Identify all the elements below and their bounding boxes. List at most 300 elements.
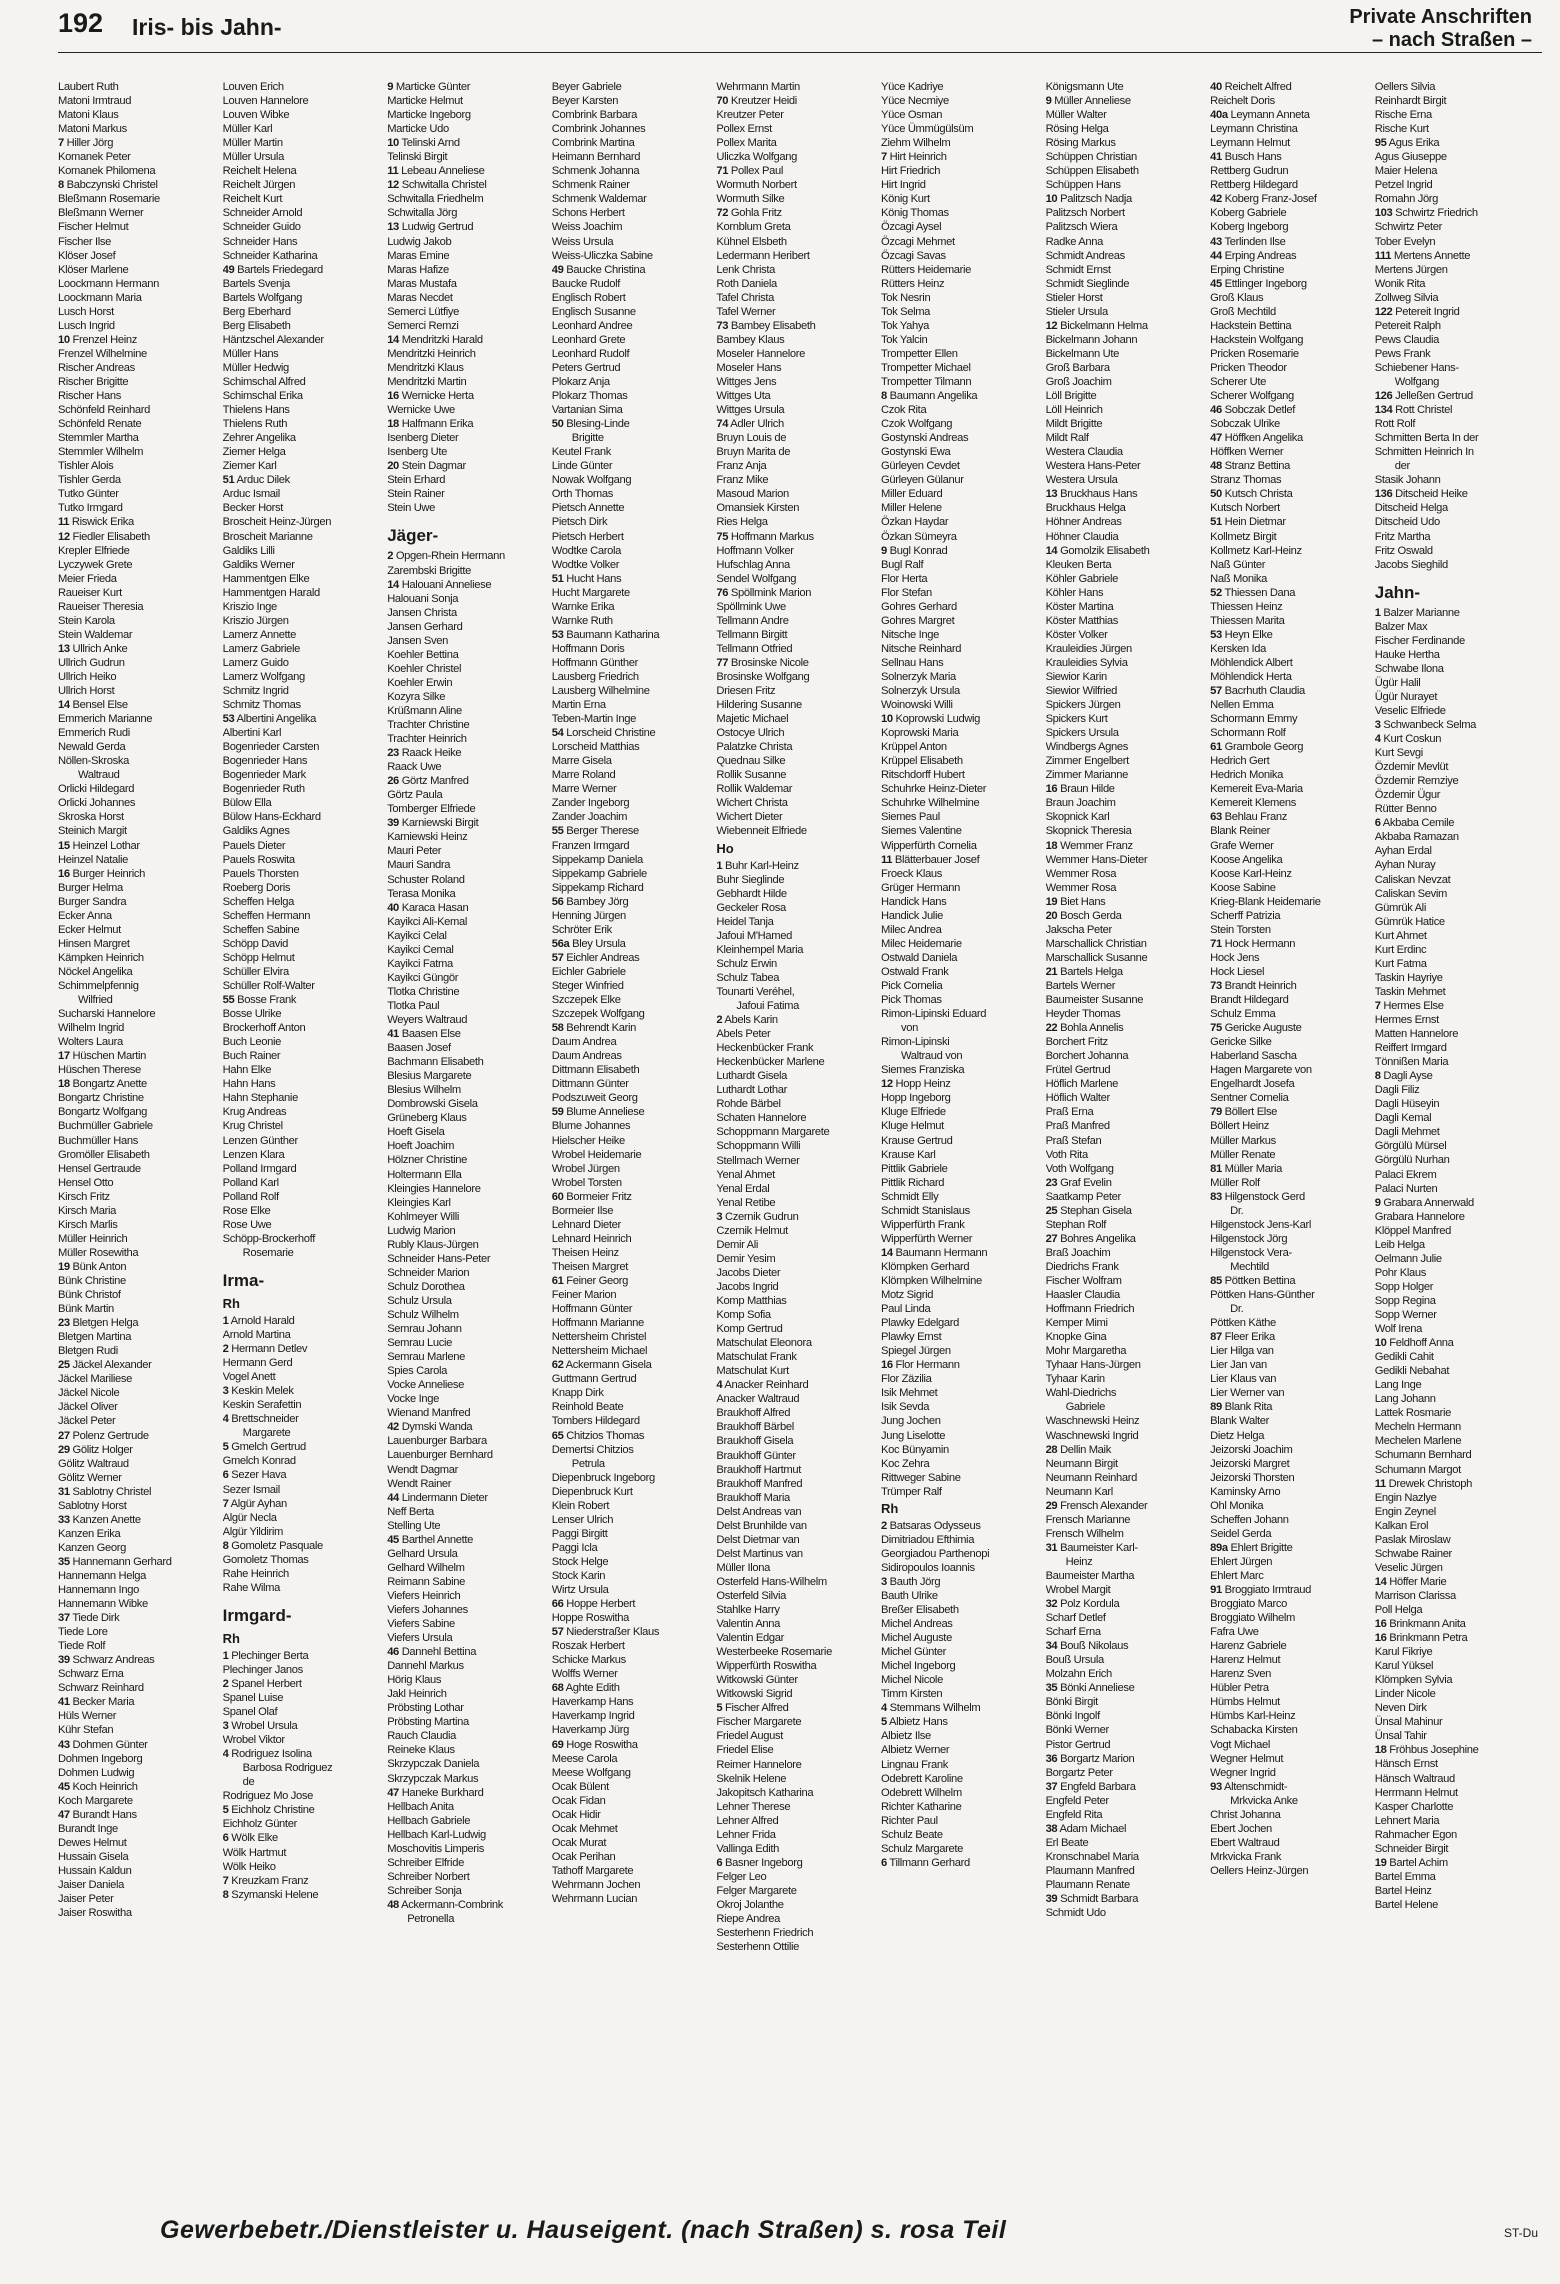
resident-name: Roth Daniela xyxy=(716,277,777,290)
resident-name: Rimon-Lipinski Eduard xyxy=(880,1008,987,1021)
directory-entry xyxy=(552,487,717,501)
directory-entry xyxy=(552,684,717,698)
resident-name: Siemes Valentine xyxy=(880,825,962,838)
directory-entry xyxy=(716,1589,881,1603)
directory-entry xyxy=(387,1027,552,1041)
resident-name: Pews Frank xyxy=(1374,347,1431,360)
resident-name: Ziemer Helga xyxy=(222,446,286,459)
directory-entry xyxy=(716,445,881,459)
house-number: 53 xyxy=(1210,628,1222,641)
resident-name: Hilgenstock Vera- xyxy=(1210,1246,1292,1259)
directory-entry xyxy=(1046,305,1211,319)
resident-name: Bartels Werner xyxy=(1045,980,1116,992)
directory-entry xyxy=(1046,1021,1211,1035)
directory-entry xyxy=(552,249,717,263)
resident-name: Schwitalla Jörg xyxy=(387,207,458,220)
house-number: 5 xyxy=(716,1702,723,1715)
resident-name: Sippekamp Richard xyxy=(551,881,644,894)
directory-entry xyxy=(552,1077,717,1091)
directory-entry xyxy=(1375,1645,1540,1659)
directory-entry xyxy=(1375,1252,1540,1266)
resident-name: Isenberg Ute xyxy=(387,446,448,459)
resident-name: Majetic Michael xyxy=(716,713,789,726)
resident-name: Stemmler Martha xyxy=(58,432,139,445)
resident-name: Wegner Ingrid xyxy=(1210,1766,1276,1779)
resident-name: Höflich Marlene xyxy=(1045,1078,1119,1091)
directory-entry xyxy=(1046,558,1211,572)
house-number: 25 xyxy=(1045,1204,1058,1217)
resident-name: Osterfeld Silvia xyxy=(716,1589,787,1602)
directory-entry xyxy=(716,1758,881,1772)
directory-entry xyxy=(1046,389,1211,403)
resident-name: Dittmann Elisabeth xyxy=(551,1064,640,1077)
directory-entry xyxy=(552,1358,717,1372)
directory-entry xyxy=(1046,1414,1211,1428)
resident-name: Lauenburger Barbara xyxy=(387,1435,487,1448)
directory-entry xyxy=(1210,1232,1375,1246)
directory-entry xyxy=(223,1119,388,1133)
directory-entry xyxy=(716,1449,881,1463)
house-number: 11 xyxy=(1374,1477,1386,1490)
directory-entry xyxy=(387,1519,552,1533)
resident-name: Hufschlag Anna xyxy=(716,558,790,571)
directory-entry xyxy=(1046,740,1211,754)
directory-entry xyxy=(223,1663,388,1677)
directory-entry xyxy=(552,951,717,965)
directory-entry xyxy=(58,1344,223,1358)
directory-entry xyxy=(1375,732,1540,746)
directory-entry xyxy=(58,80,223,94)
directory-column xyxy=(387,80,552,2200)
directory-entry xyxy=(223,740,388,754)
directory-entry xyxy=(58,431,223,445)
resident-name: Bambey Jörg xyxy=(566,895,629,908)
house-number: 45 xyxy=(387,1533,399,1546)
resident-name: Kämpken Heinrich xyxy=(58,951,144,964)
directory-entry xyxy=(881,923,1046,937)
resident-name: Schmitten Berta In der xyxy=(1374,432,1479,445)
resident-name: Ünsal Mahinur xyxy=(1374,1716,1443,1729)
resident-name: Baucke Christina xyxy=(566,263,646,276)
resident-name: Schulz Dorothea xyxy=(387,1280,465,1293)
house-number: 75 xyxy=(1210,1022,1222,1035)
house-number: 46 xyxy=(1210,404,1222,417)
resident-name: Hildering Susanne xyxy=(716,699,802,712)
directory-entry xyxy=(1210,515,1375,529)
house-number: 37 xyxy=(58,1612,70,1625)
resident-name: Häntzschel Alexander xyxy=(222,333,324,346)
directory-entry xyxy=(387,1856,552,1870)
resident-name: Siewior Karin xyxy=(1045,670,1107,683)
directory-entry xyxy=(1046,192,1211,206)
directory-entry xyxy=(881,1842,1046,1856)
resident-name: Hellbach Karl-Ludwig xyxy=(387,1828,486,1841)
directory-entry xyxy=(881,1687,1046,1701)
directory-entry xyxy=(387,1617,552,1631)
directory-entry xyxy=(58,1485,223,1499)
directory-entry xyxy=(1375,1505,1540,1519)
directory-entry xyxy=(387,220,552,234)
directory-entry xyxy=(1375,1448,1540,1462)
resident-name: Wirtz Ursula xyxy=(551,1584,609,1597)
directory-entry xyxy=(58,656,223,670)
resident-name: Hörig Klaus xyxy=(387,1674,442,1687)
resident-name: Kurt Erdinc xyxy=(1374,943,1427,956)
resident-name: Müller Heinrich xyxy=(58,1232,128,1245)
resident-name: Görgülü Nurhan xyxy=(1374,1154,1450,1167)
resident-name: Bensel Else xyxy=(72,699,128,712)
directory-entry xyxy=(58,389,223,403)
house-number: 65 xyxy=(551,1429,564,1442)
resident-name: Gohla Fritz xyxy=(730,207,782,220)
resident-name: Naß Monika xyxy=(1210,572,1267,585)
resident-name: Maras Necdet xyxy=(387,291,453,304)
resident-name: Guttmann Gertrud xyxy=(551,1373,637,1386)
resident-name: Tishler Gerda xyxy=(58,474,121,487)
resident-name: Stemmans Wilhelm xyxy=(889,1702,981,1715)
directory-entry xyxy=(1210,782,1375,796)
directory-entry xyxy=(716,122,881,136)
directory-entry xyxy=(552,150,717,164)
directory-entry xyxy=(223,1539,388,1553)
resident-name: Gericke Auguste xyxy=(1224,1022,1302,1035)
house-number: 60 xyxy=(551,1190,564,1203)
house-number: 8 xyxy=(222,1539,229,1552)
directory-columns xyxy=(58,80,1540,2200)
resident-name: Sesterhenn Friedrich xyxy=(716,1927,814,1940)
directory-entry xyxy=(1046,642,1211,656)
resident-name: Ostwald Daniela xyxy=(880,951,958,964)
resident-name: Wittges Jens xyxy=(716,375,777,388)
directory-entry xyxy=(58,1513,223,1527)
directory-entry xyxy=(1046,347,1211,361)
directory-entry xyxy=(716,277,881,291)
resident-name: Kaminsky Arno xyxy=(1210,1485,1281,1498)
directory-entry xyxy=(387,206,552,220)
directory-entry xyxy=(387,1814,552,1828)
resident-name: Braukhoff Günter xyxy=(716,1449,796,1462)
resident-name: Brockerhoff Anton xyxy=(222,1022,306,1035)
directory-entry xyxy=(1046,1288,1211,1302)
resident-name: Gostynski Ewa xyxy=(880,446,951,459)
directory-entry xyxy=(552,1218,717,1232)
directory-entry xyxy=(1210,698,1375,712)
directory-entry xyxy=(552,1246,717,1260)
resident-name: Mrkvicka Anke xyxy=(1230,1794,1298,1807)
resident-name: Trümper Ralf xyxy=(880,1485,942,1498)
resident-name: Skroska Horst xyxy=(58,811,124,824)
directory-entry xyxy=(881,1344,1046,1358)
directory-entry xyxy=(881,1204,1046,1218)
directory-entry xyxy=(1046,1176,1211,1190)
directory-entry xyxy=(223,515,388,529)
directory-entry xyxy=(58,979,223,993)
resident-name: Halfmann Erika xyxy=(401,418,474,431)
directory-entry xyxy=(716,586,881,600)
resident-name: Hoge Roswitha xyxy=(566,1738,638,1751)
resident-name: Pick Thomas xyxy=(880,994,942,1007)
directory-entry xyxy=(223,1356,388,1370)
directory-entry xyxy=(387,1786,552,1800)
resident-name: Flor Hermann xyxy=(895,1359,960,1372)
directory-entry xyxy=(716,1350,881,1364)
directory-entry xyxy=(716,726,881,740)
resident-name: Bartels Svenja xyxy=(222,277,290,290)
resident-name: Krause Gertrud xyxy=(880,1134,953,1147)
resident-name: Romahn Jörg xyxy=(1374,193,1439,206)
resident-name: Rettberg Hildegard xyxy=(1210,179,1298,192)
resident-name: Balzer Max xyxy=(1374,620,1428,633)
resident-name: Solnerzyk Ursula xyxy=(880,685,960,698)
directory-entry xyxy=(1375,1589,1540,1603)
resident-name: Wendt Rainer xyxy=(387,1477,452,1490)
directory-entry xyxy=(881,726,1046,740)
resident-name: Kirsch Fritz xyxy=(58,1190,110,1203)
directory-entry xyxy=(1210,1499,1375,1513)
directory-entry xyxy=(58,1541,223,1555)
directory-entry xyxy=(881,192,1046,206)
directory-entry xyxy=(387,1139,552,1153)
resident-name: Bönki Werner xyxy=(1045,1724,1109,1737)
directory-entry xyxy=(1375,136,1540,150)
resident-name: Okroj Jolanthe xyxy=(716,1899,784,1911)
resident-name: Seidel Gerda xyxy=(1210,1527,1272,1540)
directory-entry xyxy=(1046,108,1211,122)
directory-entry xyxy=(1046,1738,1211,1752)
directory-entry xyxy=(58,164,223,178)
house-number: 21 xyxy=(1045,965,1058,978)
directory-entry xyxy=(387,277,552,291)
directory-entry xyxy=(1210,487,1375,501)
resident-name: Bletgen Martina xyxy=(58,1331,132,1344)
directory-entry xyxy=(716,431,881,445)
directory-entry xyxy=(1046,1035,1211,1049)
directory-entry xyxy=(223,923,388,937)
resident-name: Tounarti Veréhel, xyxy=(716,985,795,998)
resident-name: Kronschnabel Maria xyxy=(1045,1850,1139,1863)
directory-entry xyxy=(1210,1766,1375,1780)
directory-entry xyxy=(223,1077,388,1091)
directory-entry xyxy=(552,1597,717,1611)
house-number: 91 xyxy=(1210,1584,1222,1597)
directory-entry xyxy=(223,1831,388,1845)
resident-name: Schwarz Erna xyxy=(58,1668,124,1681)
directory-entry xyxy=(58,361,223,375)
resident-name: Groß Klaus xyxy=(1210,291,1264,304)
resident-name: Baumeister Susanne xyxy=(1045,994,1144,1007)
directory-entry xyxy=(223,178,388,192)
house-number: 6 xyxy=(222,1469,229,1482)
directory-entry xyxy=(1046,1850,1211,1864)
resident-name: Broggiato Irmtraud xyxy=(1224,1584,1312,1597)
resident-name: Müller Martin xyxy=(222,137,283,150)
resident-name: Schumann Margot xyxy=(1374,1463,1461,1476)
resident-name: Ettlinger Ingeborg xyxy=(1224,277,1307,290)
resident-name: Orlicki Hildegard xyxy=(58,783,135,796)
directory-entry xyxy=(387,1589,552,1603)
directory-entry xyxy=(716,1252,881,1266)
resident-name: Weiss Joachim xyxy=(551,221,623,234)
resident-name: Ackermann Gisela xyxy=(565,1359,652,1372)
directory-entry xyxy=(223,1705,388,1719)
directory-entry xyxy=(1375,1786,1540,1800)
resident-name: Hammentgen Elke xyxy=(222,572,310,585)
resident-name: Bönki Ingolf xyxy=(1045,1710,1100,1723)
directory-entry xyxy=(1210,614,1375,628)
directory-entry xyxy=(1046,684,1211,698)
directory-entry xyxy=(1210,1457,1375,1471)
directory-entry xyxy=(1210,670,1375,684)
directory-entry xyxy=(552,1794,717,1808)
directory-entry xyxy=(1210,979,1375,993)
resident-name: Lauenburger Bernhard xyxy=(387,1449,493,1462)
resident-name: Telinski Birgit xyxy=(387,151,448,164)
directory-entry xyxy=(552,1513,717,1527)
directory-entry xyxy=(58,1063,223,1077)
directory-entry xyxy=(552,1738,717,1752)
resident-name: Jaiser Peter xyxy=(58,1893,114,1906)
house-number: 9 xyxy=(880,544,887,557)
resident-name: Demir Yesim xyxy=(716,1252,776,1265)
house-number: 26 xyxy=(387,775,399,788)
house-number: 87 xyxy=(1210,1331,1222,1344)
directory-entry xyxy=(716,999,881,1013)
resident-name: Westera Hans-Peter xyxy=(1045,460,1141,473)
directory-entry xyxy=(716,192,881,206)
resident-name: Nöckel Angelika xyxy=(58,965,133,978)
house-number: 7 xyxy=(880,151,887,164)
resident-name: Ocak Hidir xyxy=(551,1808,601,1821)
resident-name: Thiessen Dana xyxy=(1224,586,1296,599)
directory-entry xyxy=(223,642,388,656)
resident-name: Jacobs Sieghild xyxy=(1374,558,1448,571)
resident-name: Jakopitsch Katharina xyxy=(716,1786,814,1799)
house-number: 22 xyxy=(1045,1022,1058,1035)
directory-entry xyxy=(881,628,1046,642)
resident-name: Stieler Horst xyxy=(1045,291,1103,304)
directory-entry xyxy=(1375,1266,1540,1280)
resident-name: Rische Erna xyxy=(1374,109,1432,122)
resident-name: Engfeld Peter xyxy=(1045,1794,1109,1807)
directory-entry xyxy=(881,403,1046,417)
directory-entry xyxy=(716,94,881,108)
directory-entry xyxy=(881,178,1046,192)
resident-name: Behrendt Karin xyxy=(566,1022,637,1035)
resident-name: Schwitalla Christel xyxy=(401,179,487,192)
directory-entry xyxy=(1375,1687,1540,1701)
directory-entry xyxy=(58,1906,223,1920)
directory-entry xyxy=(1046,1162,1211,1176)
resident-name: Krug Christel xyxy=(222,1120,283,1133)
house-number: 35 xyxy=(1045,1682,1058,1695)
directory-entry xyxy=(1210,1007,1375,1021)
resident-name: Leymann Helmut xyxy=(1210,137,1290,150)
directory-entry xyxy=(716,1111,881,1125)
resident-name: Kemereit Klemens xyxy=(1210,797,1296,810)
resident-name: Hagen Margarete von xyxy=(1210,1064,1312,1077)
directory-entry xyxy=(58,333,223,347)
directory-entry xyxy=(552,1007,717,1021)
directory-entry xyxy=(387,606,552,620)
directory-entry xyxy=(1046,881,1211,895)
directory-entry xyxy=(881,951,1046,965)
resident-name: Jäckel Peter xyxy=(58,1415,116,1428)
directory-entry xyxy=(716,1322,881,1336)
directory-entry xyxy=(387,1055,552,1069)
directory-entry xyxy=(1210,375,1375,389)
directory-entry xyxy=(58,1864,223,1878)
resident-name: Lang Johann xyxy=(1374,1393,1436,1406)
house-number: 71 xyxy=(716,165,729,178)
house-number: 57 xyxy=(551,951,564,964)
resident-name: Hüls Werner xyxy=(58,1710,117,1723)
directory-entry xyxy=(716,263,881,277)
directory-entry xyxy=(1210,1597,1375,1611)
resident-name: Caliskan Nevzat xyxy=(1374,873,1451,886)
resident-name: Kreutzer Peter xyxy=(716,109,784,122)
resident-name: Czernik Helmut xyxy=(716,1224,788,1237)
resident-name: Kayikci Güngör xyxy=(387,971,459,984)
resident-name: Radke Anna xyxy=(1045,235,1104,248)
directory-entry xyxy=(58,403,223,417)
directory-entry xyxy=(716,1139,881,1153)
directory-entry xyxy=(552,1443,717,1457)
resident-name: Scherff Patrizia xyxy=(1210,909,1281,922)
directory-entry xyxy=(223,839,388,853)
directory-entry xyxy=(1375,606,1540,620)
resident-name: Yenal Erdal xyxy=(716,1182,770,1195)
directory-entry xyxy=(552,1176,717,1190)
resident-name: Michel Auguste xyxy=(880,1632,952,1645)
directory-entry xyxy=(1375,1617,1540,1631)
resident-name: Rodriguez Isolina xyxy=(231,1748,312,1761)
resident-name: Mauri Sandra xyxy=(387,859,451,872)
resident-name: Schmitz Thomas xyxy=(222,699,301,712)
directory-entry xyxy=(1210,1330,1375,1344)
directory-entry xyxy=(1046,1232,1211,1246)
directory-entry xyxy=(1375,333,1540,347)
house-number: 41 xyxy=(387,1028,399,1041)
directory-entry xyxy=(387,1083,552,1097)
resident-name: Bünk Anton xyxy=(72,1260,127,1273)
directory-entry xyxy=(1210,1105,1375,1119)
resident-name: Heidel Tanja xyxy=(716,915,774,928)
resident-name: Rubly Klaus-Jürgen xyxy=(387,1238,479,1251)
directory-entry xyxy=(1046,1457,1211,1471)
resident-name: Sezer Ismail xyxy=(222,1483,280,1496)
directory-entry xyxy=(552,235,717,249)
resident-name: Schwabe Ilona xyxy=(1374,662,1444,675)
directory-entry xyxy=(58,192,223,206)
directory-entry xyxy=(387,1842,552,1856)
directory-entry xyxy=(223,1691,388,1705)
resident-name: Rettberg Gudrun xyxy=(1210,165,1289,178)
directory-entry xyxy=(552,1414,717,1428)
directory-entry xyxy=(387,1448,552,1462)
directory-entry xyxy=(552,122,717,136)
resident-name: Pollex Ernst xyxy=(716,123,772,136)
resident-name: Jaiser Daniela xyxy=(58,1879,124,1891)
house-number: 31 xyxy=(58,1485,70,1498)
directory-entry xyxy=(58,1007,223,1021)
directory-entry xyxy=(387,578,552,592)
directory-entry xyxy=(58,895,223,909)
directory-entry xyxy=(1375,487,1540,501)
resident-name: Altenschmidt- xyxy=(1224,1780,1288,1793)
directory-entry xyxy=(58,501,223,515)
resident-name: Mauri Peter xyxy=(387,845,442,858)
house-number: 1 xyxy=(716,859,723,872)
